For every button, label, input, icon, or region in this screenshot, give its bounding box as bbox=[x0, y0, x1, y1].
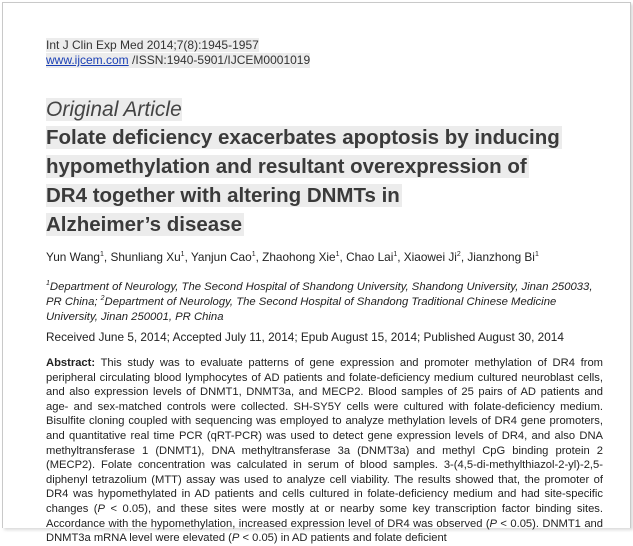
title-line: Folate deficiency exacerbates apoptosis by inducing bbox=[46, 126, 560, 149]
abstract: Abstract: This study was to evaluate patterns of gene expression and promoter methylation of DR4 from peripheral circulating blood lymphocytes of AD patients and folate-deficiency medium cultured neuroblast cells, and also expression levels of DNMT1, DNMT3a, and MECP2. Blood samples of 25 pairs of AD patients and age- and sex-matched controls were collected. SH-SY5Y cells were cultured with folate-deficiency medium. Bisulfite cloning coupled with sequencing was employed to analyze methylation levels of DR4 gene promoters, and quantitative real time PCR (qRT-PCR) was used to detect gene expression levels of DR4, and also DNA methyltransferase 1 (DNMT1), DNA methyltransferase 3a (DNMT3a) and methyl CpG binding protein 2 (MECP2). Folate concentration was calculated in serum of blood samples. 3-(4,5-di-methylthiazol-2-yl)-2,5-diphenyl tetrazolium (MTT) assay was used to analyze cell viability. The results showed that, the promoter of DR4 was hypomethylated in AD patients and cells cultured in folate-deficiency medium and had site-specific changes (P < 0.05), and these sites were mostly at or nearby some key transcription factor binding sites. Accordance with the hypomethylation, increased expression level of DR4 was observed (P < 0.05). DNMT1 and DNMT3a mRNA level were elevated (P < 0.05) in AD patients and folate deficient bbox=[46, 357, 604, 545]
article-type-label: Original Article bbox=[46, 98, 182, 121]
journal-issn: /ISSN:1940-5901/IJCEM0001019 bbox=[128, 53, 311, 67]
abstract-label: Abstract: bbox=[46, 357, 96, 369]
author: Yun Wang$^1$ bbox=[46, 250, 104, 264]
author: Shunliang Xu$^1$ bbox=[110, 250, 185, 264]
title-line: hypomethylation and resultant overexpression of bbox=[46, 155, 527, 178]
journal-citation: Int J Clin Exp Med 2014;7(8):1945-1957 bbox=[46, 38, 259, 52]
author-list: Yun Wang$^1$, Shunliang Xu$^1$, Yanjun Cao$^1$, Zhaohong Xie$^1$, Chao Lai$^1$, Xiaowei Ji$^2$, Jianzhong Bi$^1$ bbox=[46, 250, 539, 264]
author: Chao Lai$^1$ bbox=[346, 250, 398, 264]
author: Jianzhong Bi$^1$ bbox=[467, 250, 539, 264]
article-title bbox=[46, 123, 586, 239]
journal-link[interactable]: www.ijcem.com bbox=[46, 53, 129, 67]
author: Xiaowei Ji$^2$ bbox=[403, 250, 461, 264]
page-frame bbox=[2, 2, 631, 545]
journal-link-line bbox=[46, 53, 310, 68]
journal-header bbox=[46, 38, 310, 68]
title-line: DR4 together with altering DNMTs in bbox=[46, 184, 400, 207]
publication-dates: Received June 5, 2014; Accepted July 11, 2014; Epub August 15, 2014; Published August 30, 2014 bbox=[46, 330, 564, 344]
title-line: Alzheimer’s disease bbox=[46, 213, 242, 236]
author: Yanjun Cao$^1$ bbox=[190, 250, 256, 264]
affiliations: $^1$Department of Neurology, The Second Hospital of Shandong University, Shandong University, Jinan 250033, PR China; $^2$Department of Neurology, The Second Hospital of Shandong Traditional Chinese Medicine University, Jinan 250001, PR China bbox=[46, 280, 593, 323]
author: Zhaohong Xie$^1$ bbox=[262, 250, 340, 264]
